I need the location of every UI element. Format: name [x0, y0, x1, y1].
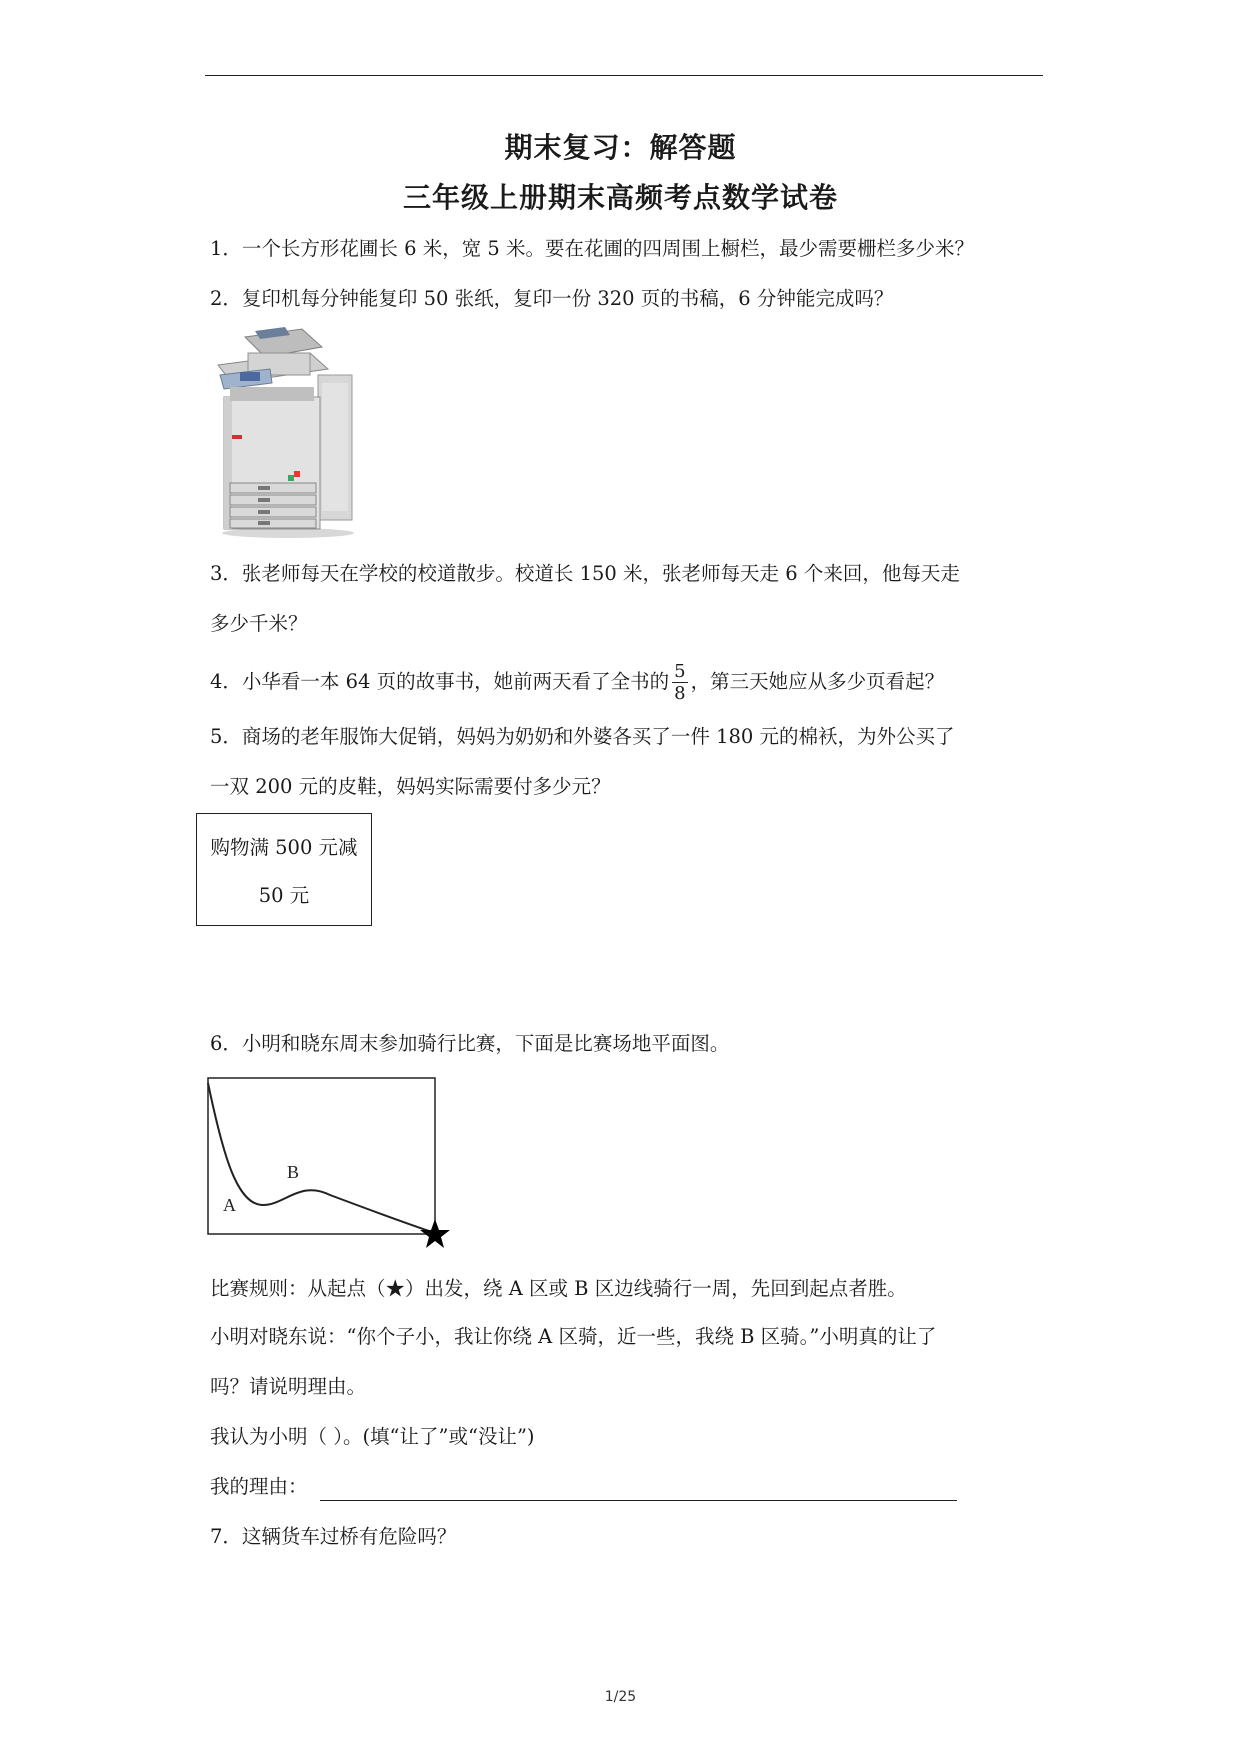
- title-main: 期末复习：解答题: [504, 131, 737, 164]
- question-6-dialog-line2: 吗？请说明理由。: [210, 1375, 367, 1398]
- question-4-text-after: ，第三天她应从多少页看起？: [690, 670, 945, 693]
- promo-text-line2: 50 元: [258, 884, 310, 907]
- question-5-line1: 5．商场的老年服饰大促销，妈妈为奶奶和外婆各买了一件 180 元的棉袄，为外公买了: [210, 725, 955, 748]
- top-rule: [205, 75, 1043, 76]
- photocopier-image: [210, 325, 365, 540]
- question-6-rule: 比赛规则：从起点（★）出发，绕 A 区或 B 区边线骑行一周，先回到起点者胜。: [210, 1277, 907, 1300]
- area-b-label: B: [287, 1162, 300, 1182]
- question-1: 1．一个长方形花圃长 6 米，宽 5 米。要在花圃的四周围上橱栏，最少需要栅栏多少米？: [210, 237, 975, 260]
- question-6-dialog-line1: 小明对晓东说：“你个子小，我让你绕 A 区骑，近一些，我绕 B 区骑。”小明真的让了: [210, 1325, 937, 1348]
- promo-box: [196, 813, 372, 926]
- area-a-label: A: [223, 1195, 236, 1215]
- fraction-denominator: 8: [674, 683, 686, 704]
- question-6-answer-prompt: 我认为小明（ ）。(填“让了”或“没让”): [210, 1425, 535, 1448]
- fraction-numerator: 5: [674, 661, 686, 682]
- page-number: 1/25: [604, 1689, 637, 1705]
- question-7: 7．这辆货车过桥有危险吗？: [210, 1525, 457, 1548]
- track-boundary: [208, 1078, 435, 1234]
- question-3-line1: 3．张老师每天在学校的校道散步。校道长 150 米，张老师每天走 6 个来回，他每天走: [210, 562, 960, 585]
- question-5-line2: 一双 200 元的皮鞋，妈妈实际需要付多少元？: [210, 775, 611, 798]
- reason-answer-line[interactable]: [320, 1500, 957, 1501]
- question-6: 6．小明和晓东周末参加骑行比赛，下面是比赛场地平面图。: [210, 1032, 730, 1055]
- question-2: 2．复印机每分钟能复印 50 张纸，复印一份 320 页的书稿，6 分钟能完成吗？: [210, 287, 894, 310]
- fraction: [672, 661, 687, 704]
- question-4-text-before: 4．小华看一本 64 页的故事书，她前两天看了全书的: [210, 670, 670, 693]
- promo-text-line1: 购物满 500 元减: [210, 836, 358, 859]
- question-6-reason-label: 我的理由：: [210, 1475, 308, 1498]
- track-diagram: [205, 1075, 455, 1250]
- question-3-line2: 多少千米？: [210, 612, 308, 635]
- title-sub: 三年级上册期末高频考点数学试卷: [402, 181, 838, 214]
- question-4: [210, 658, 944, 706]
